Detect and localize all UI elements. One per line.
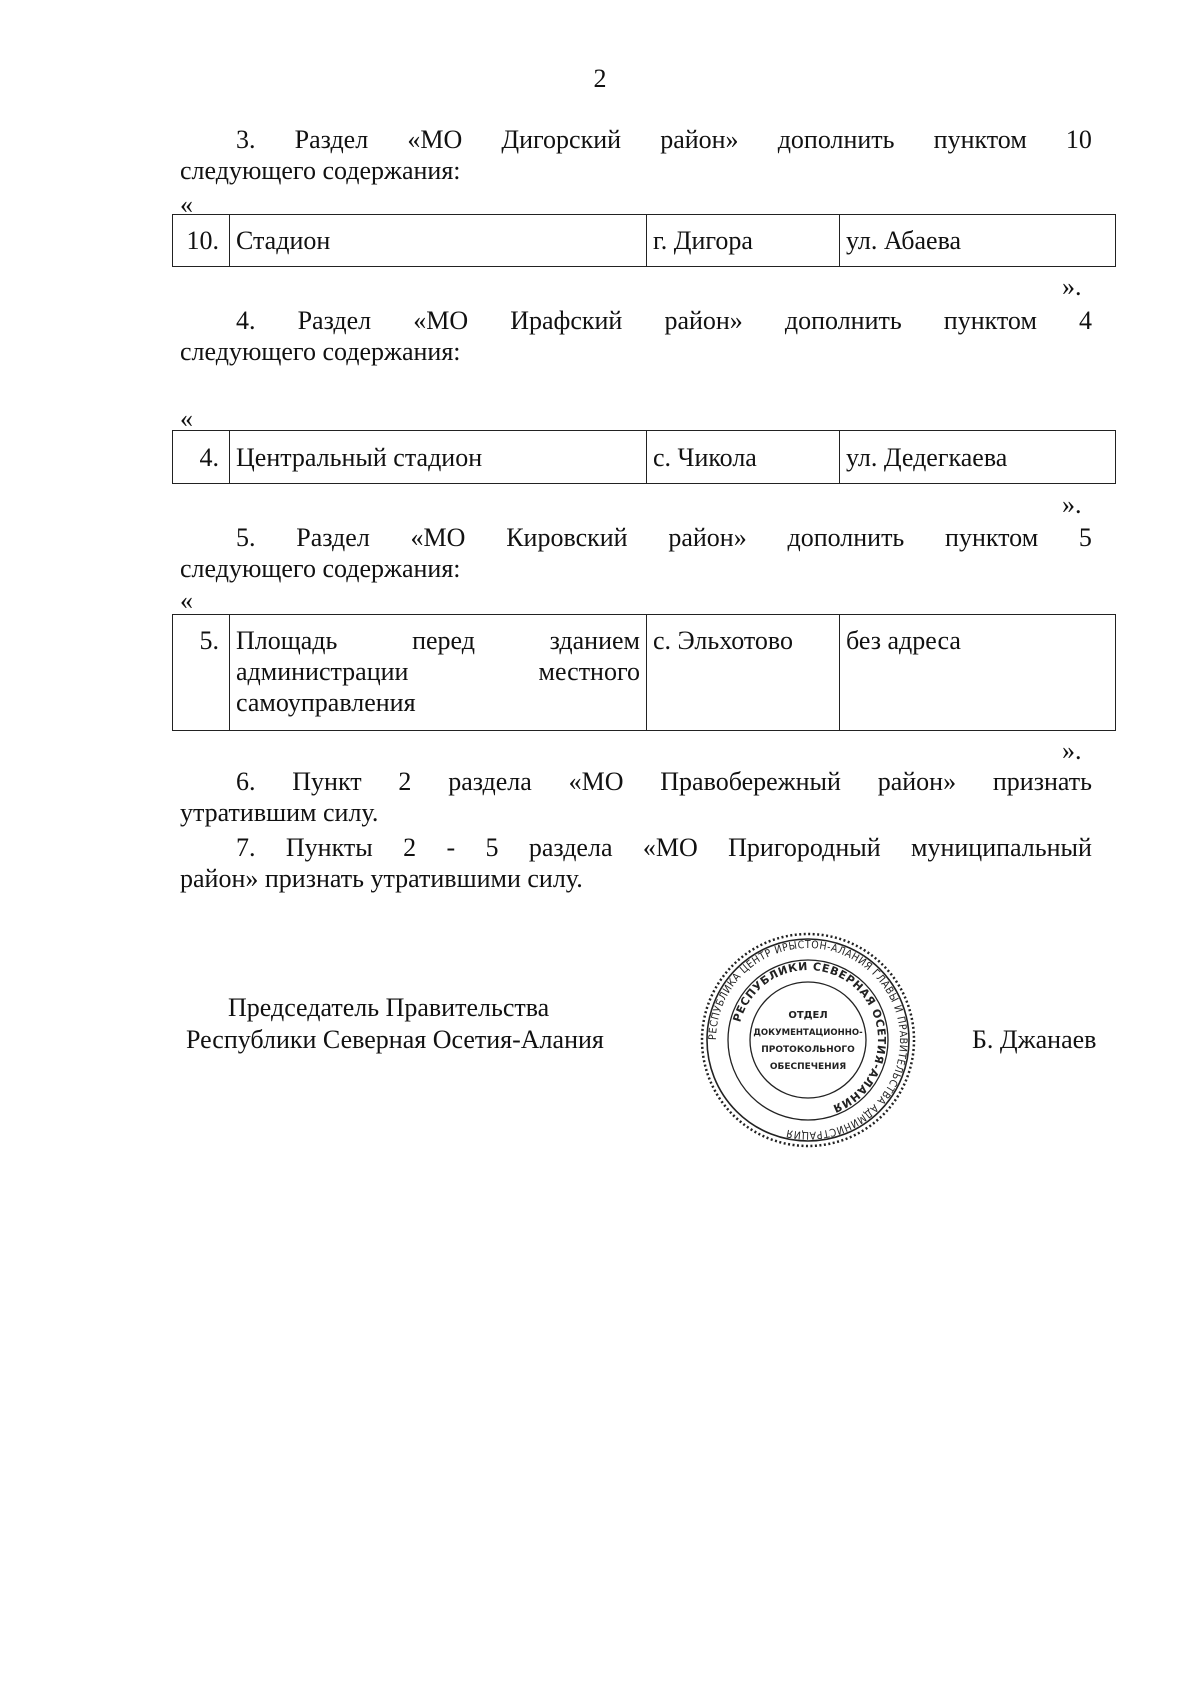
- word: 2: [403, 833, 417, 862]
- open-quote: «: [180, 404, 193, 433]
- item-7-paragraph: [180, 832, 1092, 894]
- word: пунктом: [943, 306, 1037, 335]
- item-5-continuation: следующего содержания:: [180, 554, 461, 583]
- locality: с. Эльхотово: [647, 615, 840, 731]
- locality: с. Чикола: [647, 431, 840, 484]
- word: Площадь: [236, 626, 338, 655]
- official-seal: [698, 930, 918, 1150]
- word: раздела: [448, 767, 532, 796]
- row-number: 5.: [173, 615, 230, 731]
- word: «МО: [568, 767, 624, 796]
- item-3-table: [172, 214, 1116, 267]
- table-row: [173, 431, 1116, 484]
- word: Дигорский: [501, 125, 622, 154]
- word: Раздел: [296, 523, 370, 552]
- signatory-title-line-2: Республики Северная Осетия-Алания: [186, 1025, 604, 1054]
- name-line-2: [236, 656, 640, 687]
- word: дополнить: [784, 306, 902, 335]
- word: 4: [1078, 306, 1092, 335]
- word: зданием: [549, 626, 640, 655]
- locality: г. Дигора: [647, 215, 840, 267]
- word: -: [446, 833, 456, 862]
- close-quote: ».: [1062, 272, 1082, 301]
- page-number: 2: [593, 64, 607, 93]
- word: раздела: [528, 833, 613, 862]
- table-row: [173, 215, 1116, 267]
- word: перед: [412, 626, 475, 655]
- word: Раздел: [294, 125, 369, 154]
- object-name: Центральный стадион: [230, 431, 647, 484]
- word: «МО: [642, 833, 698, 862]
- address: без адреса: [840, 615, 1116, 731]
- item-4-first-line: [180, 305, 1092, 336]
- item-number: 6.: [236, 767, 256, 796]
- row-number: 4.: [173, 431, 230, 484]
- row-number: 10.: [173, 215, 230, 267]
- word: Кировский: [506, 523, 628, 552]
- seal-center-line-2: ДОКУМЕНТАЦИОННО-: [753, 1028, 863, 1038]
- item-4-table: [172, 430, 1116, 484]
- item-6-first-line: [180, 766, 1092, 797]
- item-4-paragraph: [180, 305, 1092, 367]
- close-quote: ».: [1062, 490, 1082, 519]
- word: район»: [668, 523, 747, 552]
- item-number: 4.: [236, 306, 256, 335]
- seal-outer-text: РЕСПУБЛИКА ЦЕНТР ИРЫСТОН-АЛАНИЯ ГЛАВЫ И ПРАВИТЕЛЬСТВА АДМИНИСТРАЦИЯ: [706, 938, 910, 1142]
- word: «МО: [413, 306, 469, 335]
- item-3-paragraph: [180, 124, 1092, 186]
- word: дополнить: [777, 125, 895, 154]
- seal-inner-text: РЕСПУБЛИКИ СЕВЕРНАЯ ОСЕТИЯ-АЛАНИЯ: [730, 959, 889, 1116]
- item-6-paragraph: [180, 766, 1092, 828]
- close-quote: ».: [1062, 736, 1082, 765]
- address: ул. Дедегкаева: [840, 431, 1116, 484]
- seal-graphic: [698, 930, 918, 1150]
- name-line-3: [236, 687, 640, 718]
- signatory-name: Б. Джанаев: [972, 1025, 1097, 1054]
- word: Пункт: [292, 767, 362, 796]
- object-name: Стадион: [230, 215, 647, 267]
- word: самоуправления: [236, 688, 416, 717]
- seal-center-line-3: ПРОТОКОЛЬНОГО: [761, 1045, 855, 1055]
- item-6-continuation: утратившим силу.: [180, 798, 379, 827]
- word: район»: [877, 767, 957, 796]
- name-line-1: [236, 625, 640, 656]
- word: Правобережный: [660, 767, 841, 796]
- object-name: [230, 615, 647, 731]
- item-7-first-line: [180, 832, 1092, 863]
- item-5-paragraph: [180, 522, 1092, 584]
- item-number: 5.: [236, 523, 256, 552]
- item-7-continuation: район» признать утратившими силу.: [180, 864, 583, 893]
- word: признать: [992, 767, 1092, 796]
- word: муниципальный: [911, 833, 1092, 862]
- item-number: 3.: [236, 125, 256, 154]
- word: Пригородный: [728, 833, 881, 862]
- word: «МО: [410, 523, 466, 552]
- item-number: 7.: [236, 833, 256, 862]
- open-quote: «: [180, 190, 193, 219]
- word: пунктом: [945, 523, 1039, 552]
- word: пунктом: [933, 125, 1027, 154]
- word: 2: [398, 767, 412, 796]
- word: местного: [538, 657, 640, 686]
- word: 10: [1065, 125, 1092, 154]
- word: «МО: [407, 125, 463, 154]
- item-3-first-line: [180, 124, 1092, 155]
- seal-center-line-1: ОТДЕЛ: [788, 1010, 828, 1021]
- word: 5: [1078, 523, 1092, 552]
- word: Ирафский: [510, 306, 623, 335]
- word: район»: [660, 125, 739, 154]
- word: Раздел: [297, 306, 372, 335]
- word: дополнить: [787, 523, 905, 552]
- word: 5: [485, 833, 499, 862]
- word: Пункты: [285, 833, 373, 862]
- seal-center-line-4: ОБЕСПЕЧЕНИЯ: [769, 1062, 847, 1072]
- signatory-title-line-1: Председатель Правительства: [228, 993, 550, 1022]
- seal-inner-ring: [750, 982, 866, 1098]
- item-5-table: [172, 614, 1116, 731]
- address: ул. Абаева: [840, 215, 1116, 267]
- item-5-first-line: [180, 522, 1092, 553]
- item-3-continuation: следующего содержания:: [180, 156, 461, 185]
- open-quote: «: [180, 586, 193, 615]
- word: район»: [664, 306, 743, 335]
- table-row: [173, 615, 1116, 731]
- word: администрации: [236, 657, 409, 686]
- item-4-continuation: следующего содержания:: [180, 337, 461, 366]
